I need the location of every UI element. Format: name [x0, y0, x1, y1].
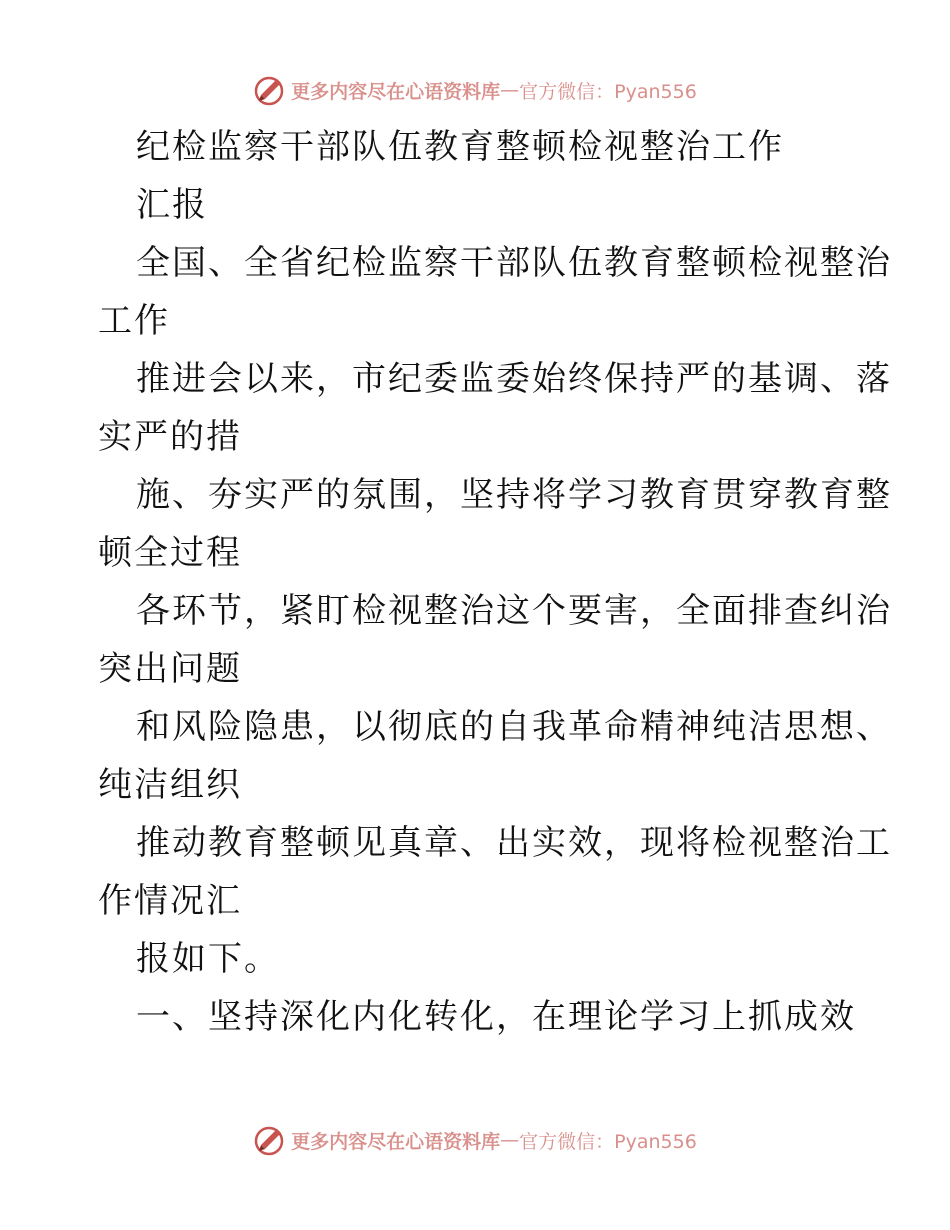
pen-seal-icon	[253, 73, 287, 107]
watermark-wechat: 官方微信：Pyan556	[519, 1130, 697, 1153]
doc-line: 推动教育整顿见真章、出实效，现将检视整治工	[136, 823, 892, 863]
watermark-brand: 更多内容尽在心语资料库	[291, 80, 501, 103]
doc-line: 各环节，紧盯检视整治这个要害，全面排查纠治	[136, 591, 892, 631]
doc-line: 全国、全省纪检监察干部队伍教育整顿检视整治	[136, 243, 892, 283]
watermark-separator: —	[500, 1129, 520, 1151]
watermark-separator: —	[500, 79, 520, 101]
doc-line: 汇报	[136, 185, 208, 225]
watermark-footer	[0, 1120, 950, 1160]
watermark-header	[0, 70, 950, 110]
doc-line: 施、夯实严的氛围，坚持将学习教育贯穿教育整	[136, 475, 892, 515]
doc-line: 工作	[98, 301, 170, 341]
doc-line: 顿全过程	[98, 533, 242, 573]
watermark-wechat: 官方微信：Pyan556	[519, 80, 697, 103]
doc-line: 纪检监察干部队伍教育整顿检视整治工作	[136, 127, 784, 167]
doc-line: 报如下。	[136, 939, 280, 979]
document-body	[98, 118, 892, 1046]
doc-line: 作情况汇	[98, 881, 242, 921]
doc-line: 和风险隐患，以彻底的自我革命精神纯洁思想、	[136, 707, 892, 747]
doc-line: 一、坚持深化内化转化，在理论学习上抓成效	[136, 997, 856, 1037]
doc-line: 纯洁组织	[98, 765, 242, 805]
doc-line: 实严的措	[98, 417, 242, 457]
doc-line: 推进会以来，市纪委监委始终保持严的基调、落	[136, 359, 892, 399]
watermark-brand: 更多内容尽在心语资料库	[291, 1130, 501, 1153]
pen-seal-icon	[253, 1123, 287, 1157]
doc-line: 突出问题	[98, 649, 242, 689]
